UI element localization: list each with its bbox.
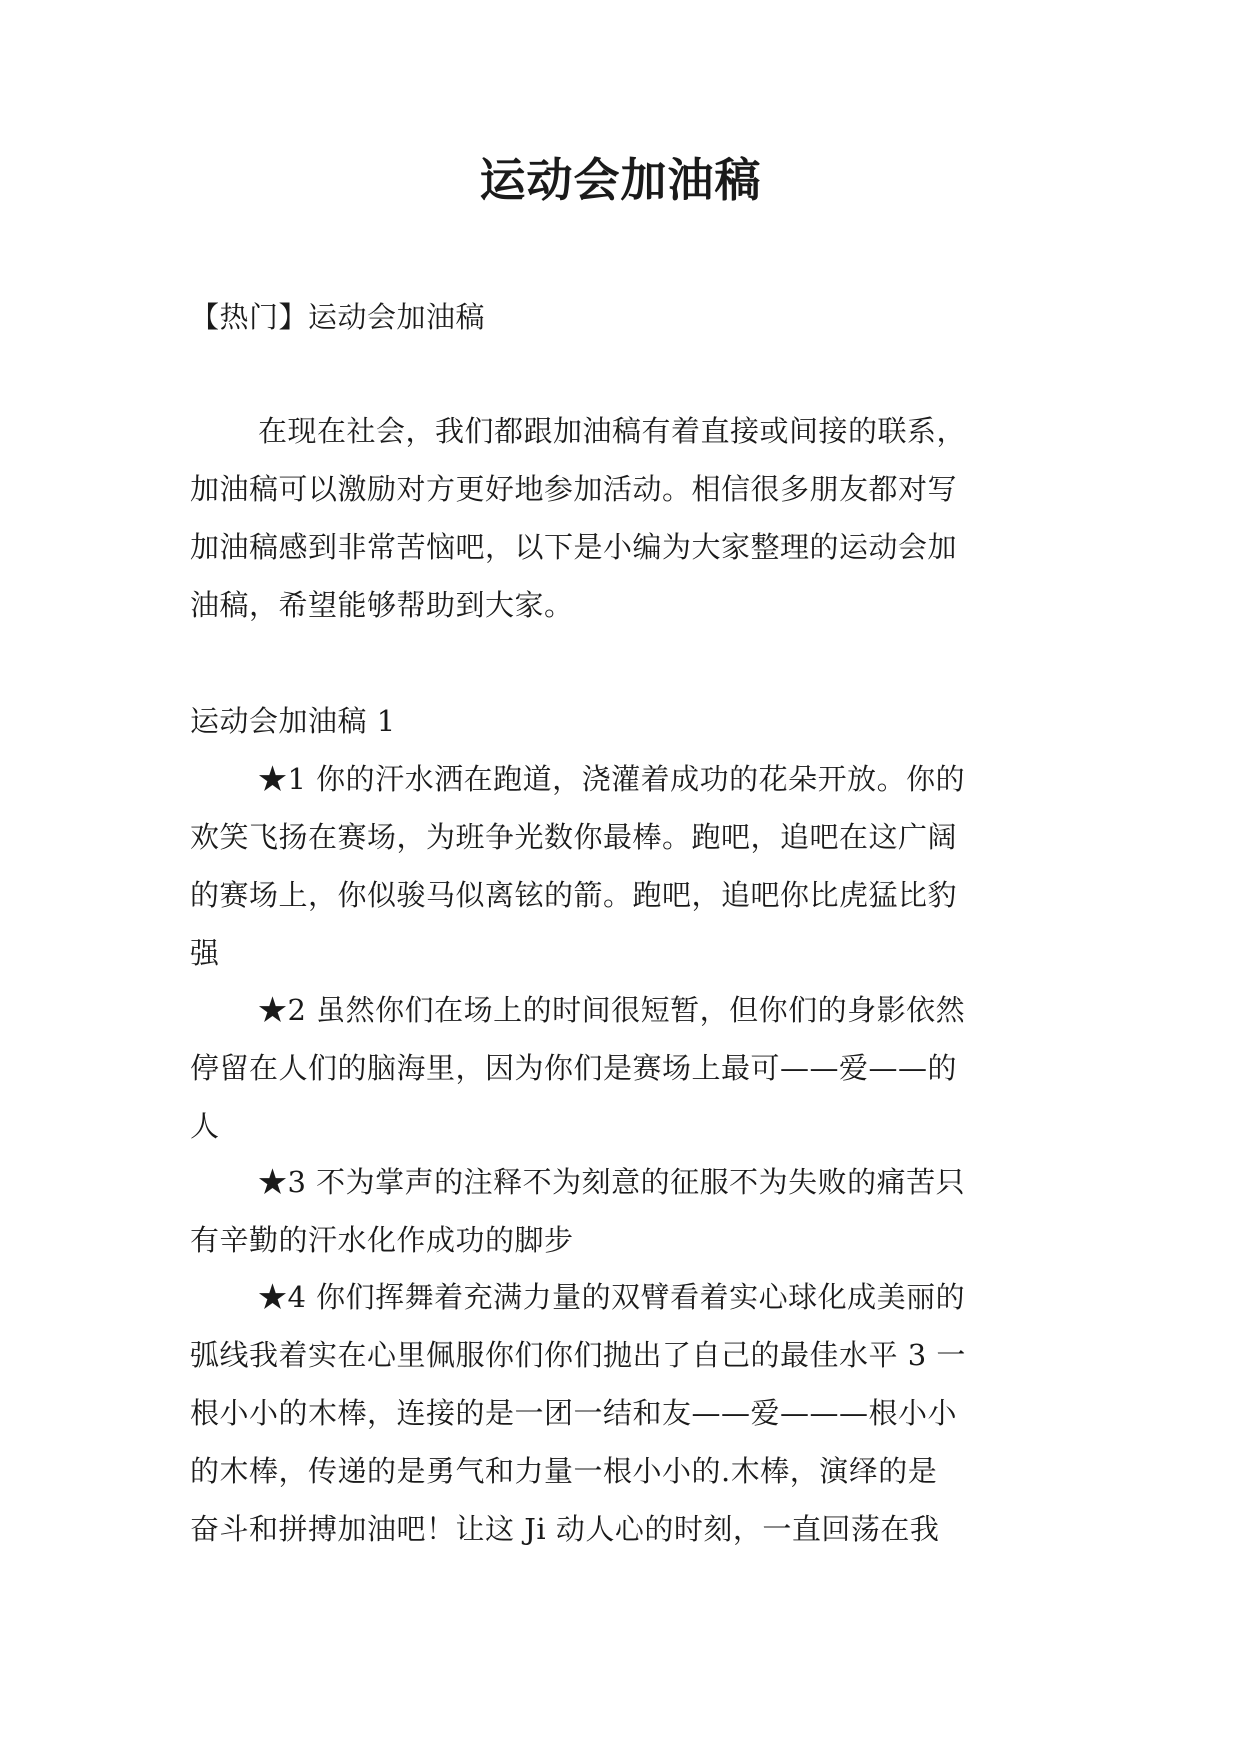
section-heading-text: 运动会加油稿 1 bbox=[190, 704, 396, 738]
paragraph-line: 加油稿感到非常苦恼吧，以下是小编为大家整理的运动会加 bbox=[190, 530, 958, 564]
cheer-item-4 bbox=[190, 1268, 1050, 1558]
paragraph-line: 有辛勤的汗水化作成功的脚步 bbox=[190, 1223, 574, 1257]
paragraph-line: 加油稿可以激励对方更好地参加活动。相信很多朋友都对写 bbox=[190, 472, 958, 506]
paragraph-line: 在现在社会，我们都跟加油稿有着直接或间接的联系， bbox=[258, 414, 967, 448]
paragraph-line: 的木棒，传递的是勇气和力量一根小小的.木棒，演绎的是 bbox=[190, 1454, 938, 1488]
cheer-item-3 bbox=[190, 1153, 1050, 1269]
subtitle-line: 【热门】运动会加油稿 bbox=[190, 300, 486, 334]
paragraph-line: 强 bbox=[190, 936, 220, 970]
paragraph-line: 油稿，希望能够帮助到大家。 bbox=[190, 588, 574, 622]
paragraph-line: 的赛场上，你似骏马似离铉的箭。跑吧，追吧你比虎猛比豹 bbox=[190, 878, 958, 912]
document-subtitle bbox=[190, 288, 1050, 346]
paragraph-line: ★4 你们挥舞着充满力量的双臂看着实心球化成美丽的 bbox=[258, 1280, 966, 1314]
paragraph-line: ★3 不为掌声的注释不为刻意的征服不为失败的痛苦只 bbox=[258, 1165, 966, 1199]
paragraph-line: 奋斗和拼搏加油吧！让这 Ji 动人心的时刻，一直回荡在我 bbox=[190, 1512, 940, 1546]
paragraph-line: 停留在人们的脑海里，因为你们是赛场上最可——爱——的 bbox=[190, 1051, 958, 1085]
paragraph-line: ★1 你的汗水洒在跑道，浇灌着成功的花朵开放。你的 bbox=[258, 762, 966, 796]
paragraph-line: 根小小的木棒，连接的是一团一结和友——爱———根小小 bbox=[190, 1396, 958, 1430]
paragraph-line: 人 bbox=[190, 1109, 220, 1143]
cheer-item-1 bbox=[190, 750, 1050, 982]
document-title: 运动会加油稿 bbox=[479, 153, 762, 207]
paragraph-line: 欢笑飞扬在赛场，为班争光数你最棒。跑吧，追吧在这广阔 bbox=[190, 820, 958, 854]
paragraph-line: ★2 虽然你们在场上的时间很短暂，但你们的身影依然 bbox=[258, 993, 966, 1027]
paragraph-line: 弧线我着实在心里佩服你们你们抛出了自己的最佳水平 3 一 bbox=[190, 1338, 966, 1372]
section-heading bbox=[190, 692, 1050, 750]
cheer-item-2 bbox=[190, 981, 1050, 1155]
intro-paragraph bbox=[190, 402, 1050, 634]
